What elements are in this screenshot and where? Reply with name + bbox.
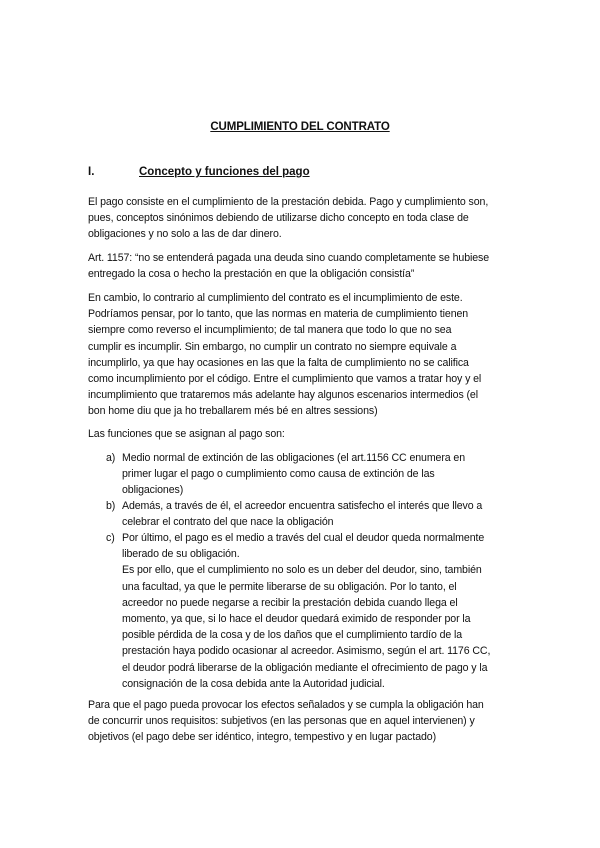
text-line: Además, a través de él, el acreedor encuentra satisfecho el interés que llevo a: [122, 500, 483, 512]
text-line: obligaciones y no solo a las de dar dinero.: [88, 228, 282, 241]
list-item-text: [122, 530, 490, 692]
section-heading: [88, 166, 310, 178]
paragraph-requisitos: [88, 697, 528, 746]
paragraph-article-1157: [88, 250, 528, 282]
text-line: incumplirlo, ya que hay ocasiones en las que la falta de cumplimiento no se califica: [88, 356, 469, 369]
text-line: obligaciones): [122, 484, 184, 497]
paragraph-incumplimiento: [88, 290, 528, 420]
text-line: Podríamos pensar, por lo tanto, que las normas en materia de cumplimiento tienen: [88, 308, 469, 321]
document-title: CUMPLIMIENTO DEL CONTRATO: [210, 121, 390, 133]
text-line: bon home diu que ja ho treballarem més bé en altres sessions): [88, 405, 378, 418]
text-line: acreedor no puede negarse a recibir la prestación debida cuando llega el: [122, 596, 458, 609]
text-line: el deudor podrá liberarse de la obligación mediante el ofrecimiento de pago y la: [122, 661, 488, 674]
text-line: siempre como reverso el incumplimiento; de tal manera que todo lo que no sea: [88, 324, 452, 337]
text-line: Art. 1157: “no se entenderá pagada una deuda sino cuando completamente se hubiese: [88, 252, 490, 264]
text-line: En cambio, lo contrario al cumplimiento del contrato es el incumplimiento de este.: [88, 292, 463, 304]
text-line: primer lugar el pago o cumplimiento como causa de extinción de las: [122, 468, 435, 481]
text-line: incumplimiento que trataremos más adelante hay algunos escenarios intermedios (el: [88, 389, 478, 402]
text-line: como incumplimiento por el código. Entre el cumplimiento que vamos a tratar hoy y el: [88, 373, 482, 386]
text-line: Medio normal de extinción de las obligaciones (el art.1156 CC enumera en: [122, 452, 465, 464]
list-marker: c): [106, 532, 115, 544]
section-title: Concepto y funciones del pago: [139, 166, 310, 178]
list-marker: b): [106, 500, 116, 512]
text-line: Por último, el pago es el medio a través del cual el deudor queda normalmente: [122, 532, 485, 544]
text-line: Es por ello, que el cumplimiento no solo es un deber del deudor, sino, también: [122, 564, 482, 577]
list-item-text: [122, 450, 465, 499]
list-marker: a): [106, 452, 116, 464]
text-line: consignación de la cosa debida ante la Autoridad judicial.: [122, 677, 385, 690]
text-line: momento, ya que, si lo hace el deudor quedará eximido de responder por la: [122, 613, 471, 626]
text-line: El pago consiste en el cumplimiento de la prestación debida. Pago y cumplimiento son,: [88, 196, 489, 208]
text-line: liberado de su obligación.: [122, 548, 240, 561]
text-line: una facultad, ya que le permite liberarse de su obligación. Por lo tanto, el: [122, 580, 457, 593]
paragraph-definition: [88, 194, 528, 243]
section-number: I.: [88, 166, 95, 178]
paragraph-funciones-intro: [88, 426, 528, 442]
text-line: Las funciones que se asignan al pago son:: [88, 428, 285, 440]
text-line: prestación haya podido ocasionar al acreedor. Asimismo, según el art. 1176 CC,: [122, 645, 491, 658]
text-line: Para que el pago pueda provocar los efectos señalados y se cumpla la obligación han: [88, 699, 484, 711]
text-line: pues, conceptos sinónimos debiendo de utilizarse dicho concepto en toda clase de: [88, 212, 469, 225]
text-line: objetivos (el pago debe ser idéntico, integro, tempestivo y en lugar pactado): [88, 731, 436, 744]
text-line: de concurrir unos requisitos: subjetivos (en las personas que en aquel intervienen) y: [88, 715, 475, 728]
text-line: posible pérdida de la cosa y de los daños que el cumplimiento tardío de la: [122, 629, 463, 642]
text-line: entregado la cosa o hecho la prestación en que la obligación consistía”: [88, 268, 415, 281]
text-line: celebrar el contrato del que nace la obligación: [122, 516, 334, 529]
list-item-text: [122, 498, 482, 530]
text-line: cumplir es incumplir. Sin embargo, no cumplir un contrato no siempre equivale a: [88, 340, 457, 353]
